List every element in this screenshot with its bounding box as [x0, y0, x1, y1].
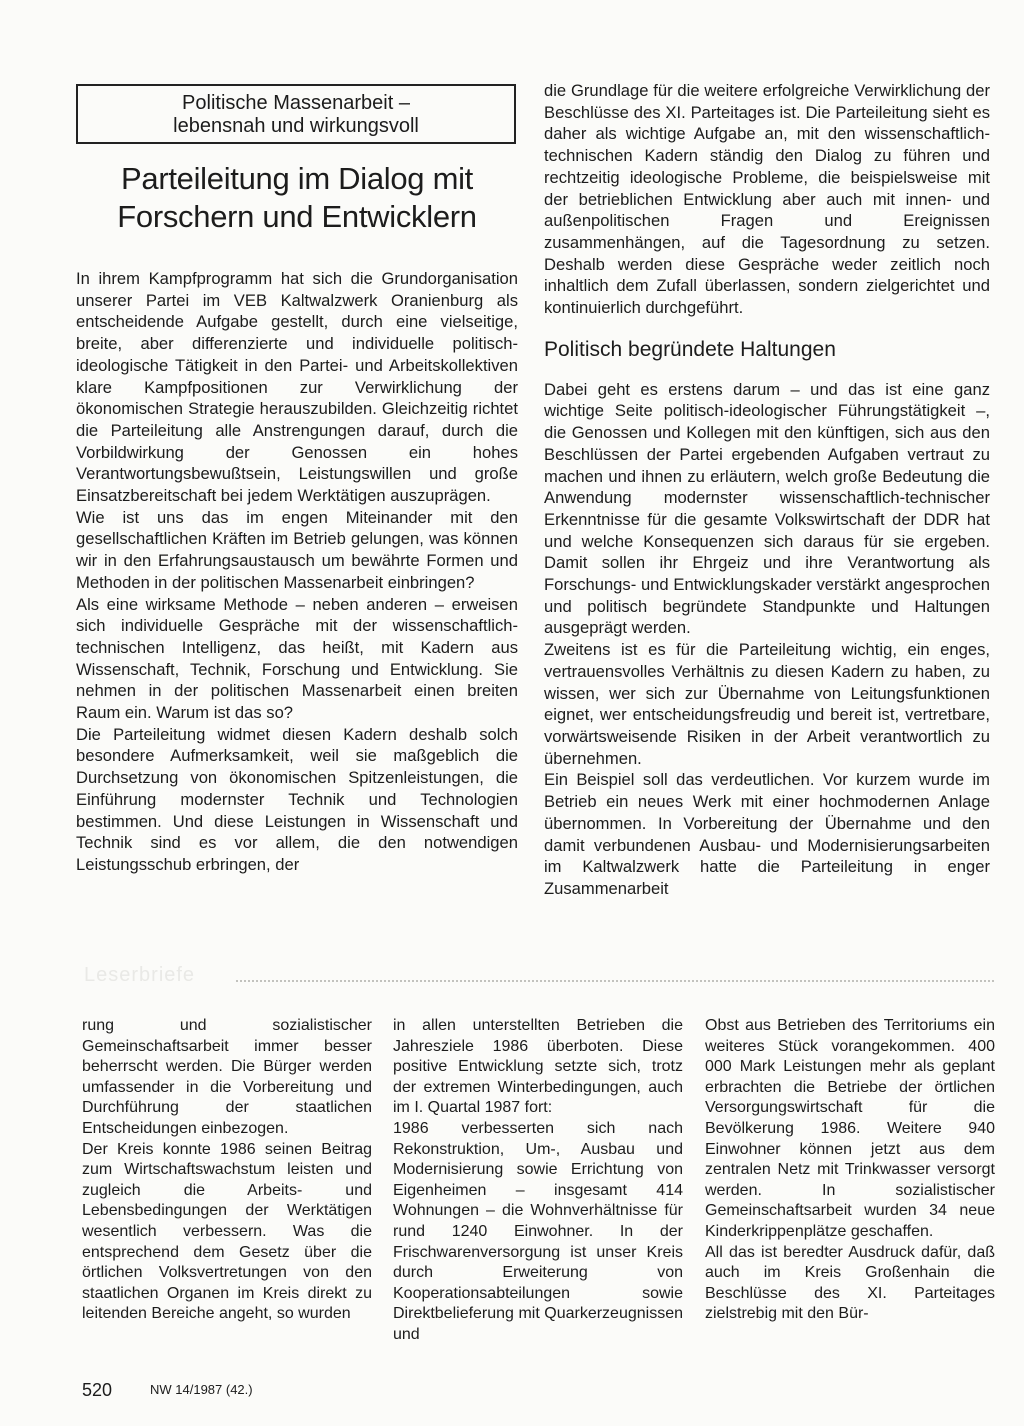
article-column-right	[544, 80, 990, 900]
article-paragraph: die Grundlage für die weitere erfolgreiche Verwirklichung der Beschlüsse des XI. Parteitages ist. Die Parteileitung sieht es daher als wichtige Aufgabe an, mit den wissenschaftlich-technischen Kadern ständig den Dialog zu führen und rechtzeitig ideologische Probleme, die beispielsweise mit der betrieblichen Entwicklung aber auch mit innen- und außenpolitischen Fragen und Ereignissen zusammenhängen, auf die Tagesordnung zu setzen. Deshalb werden diese Gespräche weder zeitlich noch inhaltlich dem Zufall überlassen, sondern zielgerichtet und kontinuierlich durchgeführt.	[544, 81, 990, 318]
rubric-box	[76, 84, 516, 144]
rubric-line-2: lebensnah und wirkungsvoll	[173, 115, 419, 137]
article-paragraph: Die Parteileitung widmet diesen Kadern deshalb solch besondere Aufmerksamkeit, weil sie maßgeblich die Durchsetzung von ökonomischen Spitzenleistungen, die Einführung modernster Technik und Technologien bestimmen. Und diese Leistungen in Wissenschaft und Technik sind es vor allem, die den notwendigen Leistungsschub erbringen, der	[76, 724, 518, 874]
rubric-line-1: Politische Massenarbeit –	[182, 92, 410, 114]
letter-column-1	[82, 1016, 372, 1325]
letter-paragraph: rung und sozialistischer Gemeinschaftsarbeit immer besser beherrscht werden. Die Bürger werden umfassender in die Vorbereitung und Durchführung der staatlichen Entscheidungen einbezogen.	[82, 1017, 372, 1137]
divider-rule	[236, 980, 994, 982]
article-paragraph: Zweitens ist es für die Parteileitung wichtig, ein enges, vertrauensvolles Verhältnis zu diesen Kadern zu haben, zu wissen, wer sich zur Übernahme von Leitungsfunktionen eignet, wer entscheidungsfreudig und bereit ist, vertretbare, vorwärtsweisende Risiken in der Arbeit verantwortlich zu übernehmen.	[544, 640, 990, 768]
article-paragraph: Wie ist uns das im engen Miteinander mit den gesellschaftlichen Kräften im Betrieb gelungen, was können wir in den Erfahrungsaustausch um bewährte Formen und Methoden in der politischen Massenarbeit einbringen?	[76, 507, 518, 592]
letter-paragraph: in allen unterstellten Betrieben die Jahresziele 1986 überboten. Diese positive Entwicklung setzte sich, trotz der extremen Winterbedingungen, auch im I. Quartal 1987 fort:	[393, 1017, 683, 1117]
letter-column-3	[705, 1016, 995, 1325]
article-paragraph: Als eine wirksame Methode – neben anderen – erweisen sich individuelle Gespräche mit der wissenschaftlich-technischen Intelligenz, das heißt, mit Kadern aus Wissenschaft, Technik, Forschung und Entwicklung. Sie nehmen in der politischen Massenarbeit einen breiten Raum ein. Warum ist das so?	[76, 594, 518, 723]
letter-column-2	[393, 1016, 683, 1346]
article-paragraph: Dabei geht es erstens darum – und das ist eine ganz wichtige Seite politisch-ideologischer Führungstätigkeit –, die Genossen und Kollegen mit den künftigen, sich aus den Beschlüssen der Partei ergebenden Aufgaben vertraut zu machen und ihnen zu erläutern, welch große Bedeutung die Anwendung modernster wissenschaftlich-technischer Erkenntnisse für die gesamte Volkswirtschaft der DDR hat und welche Konsequenzen sich daraus für sie ergeben. Damit sollen ihr Ehrgeiz und ihre Verantwortung als Forschungs- und Entwicklungskader verstärkt angesprochen und politisch begründete Standpunkte und Haltungen ausgeprägt werden.	[544, 379, 990, 638]
article-column-left	[76, 268, 518, 876]
article-headline	[76, 160, 518, 236]
section-subheading: Politisch begründete Haltungen	[544, 337, 836, 361]
article-paragraph: In ihrem Kampfprogramm hat sich die Grundorganisation unserer Partei im VEB Kaltwalzwerk Oranienburg als entscheidende Aufgabe gestellt, durch eine vielseitige, breite, aber differenzierte und individuelle politisch-ideologische Tätigkeit in den Partei- und Arbeitskollektiven klare Kampfpositionen zur Verwirklichung der ökonomischen Strategie herauszubilden. Gleichzeitig richtet die Parteileitung alle Anstrengungen darauf, durch die Vorbildwirkung der Genossen ein hohes Verantwortungsbewußtsein, Leistungswillen und große Einsatzbereitschaft bei jedem Werktätigen auszuprägen.	[76, 269, 518, 506]
headline-line-2: Forschern und Entwicklern	[117, 199, 477, 234]
letter-paragraph: All das ist beredter Ausdruck dafür, daß auch im Kreis Großenhain die Beschlüsse des XI. Parteitages zielstrebig mit den Bür-	[705, 1243, 995, 1323]
page-number: 520	[82, 1380, 113, 1400]
letter-paragraph: Der Kreis konnte 1986 seinen Beitrag zum Wirtschaftswachstum leisten und zugleich die Arbeits- und Lebensbedingungen der Werktätigen wesentlich verbessern. Was die entsprechend dem Gesetz über die örtlichen Volksvertretungen von den staatlichen Organen im Kreis direkt zu leitenden Bereiche angeht, so wurden	[82, 1140, 372, 1323]
section-divider-label: Leserbriefe	[84, 964, 196, 986]
letter-paragraph: Obst aus Betrieben des Territoriums ein weiteres Stück vorangekommen. 400 000 Mark Leistungen mehr als geplant erbrachten die Betriebe der örtlichen Versorgungswirtschaft für die Bevölkerung 1986. Weitere 940 Einwohner können jetzt aus dem zentralen Netz mit Trinkwasser versorgt werden. In sozialistischer Gemeinschaftsarbeit wurden 34 neue Kinderkrippenplätze geschaffen.	[705, 1017, 995, 1240]
letter-paragraph: 1986 verbesserten sich nach Rekonstruktion, Um-, Ausbau und Modernisierung sowie Errichtung von Eigenheimen – insgesamt 414 Wohnungen – die Wohnverhältnisse für rund 1240 Einwohner. In der Frischwarenversorgung ist unser Kreis durch Erweiterung von Kooperationsabteilungen sowie Direktbelieferung mit Quarkerzeugnissen und	[393, 1119, 683, 1343]
issue-reference: NW 14/1987 (42.)	[150, 1382, 253, 1397]
headline-line-1: Parteileitung im Dialog mit	[121, 161, 473, 196]
section-divider	[76, 964, 994, 986]
article-paragraph: Ein Beispiel soll das verdeutlichen. Vor kurzem wurde im Betrieb ein neues Werk mit einer hochmodernen Anlage übernommen. In Vorbereitung der Übernahme und den damit verbundenen Ausbau- und Modernisierungsarbeiten im Kaltwalzwerk hatte die Parteileitung in enger Zusammenarbeit	[544, 770, 990, 898]
